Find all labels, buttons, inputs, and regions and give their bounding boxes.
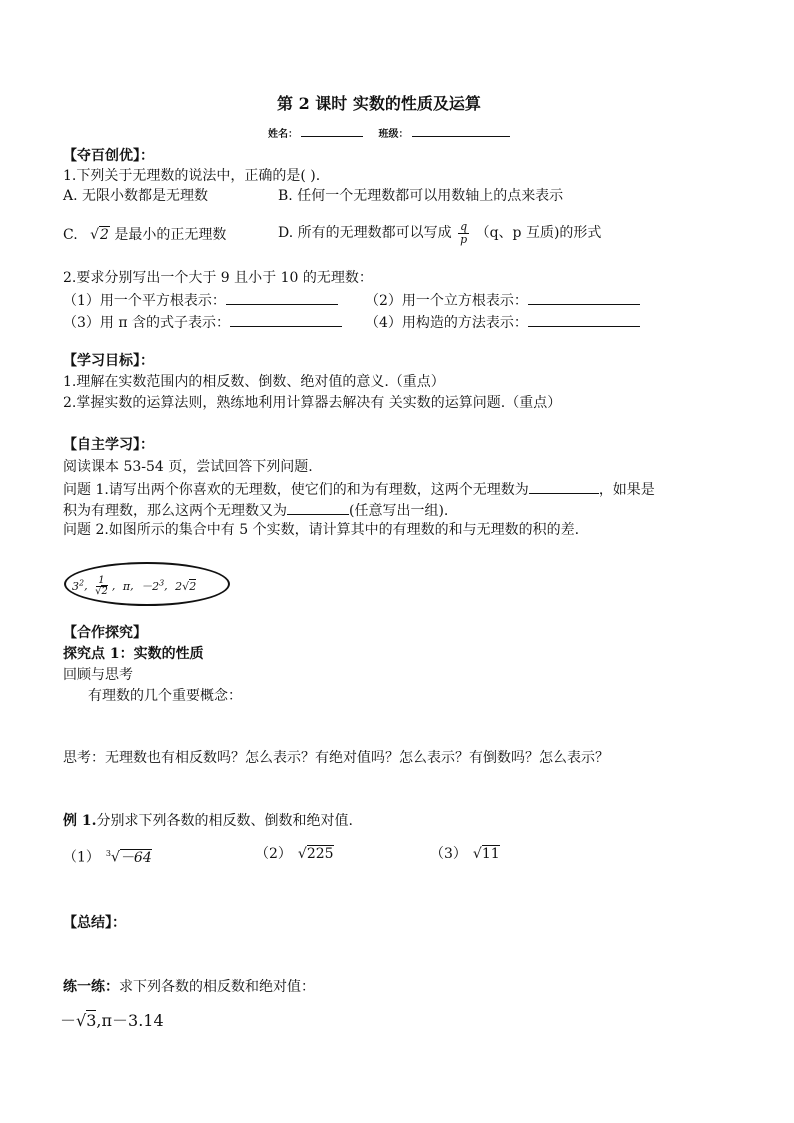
problem-1-blank-2[interactable] — [287, 500, 349, 515]
name-label: 姓名： — [268, 129, 298, 140]
page-title: 第 2 课时 实数的性质及运算 — [277, 94, 481, 113]
review-label: 回顾与思考 — [63, 667, 133, 683]
question-1: 1.下列关于无理数的说法中，正确的是( ). — [63, 168, 321, 184]
option-d-suffix: （q、p 互质)的形式 — [475, 225, 602, 241]
section-header-summary: 【总结】： — [63, 915, 126, 931]
answer-blank-4[interactable] — [528, 312, 640, 327]
think-question: 思考：无理数也有相反数吗？怎么表示？有绝对值吗？怎么表示？有倒数吗？怎么表示？ — [63, 750, 609, 766]
question-2: 2.要求分别写出一个大于 9 且小于 10 的无理数： — [63, 270, 373, 286]
section-header-1: 【夺百创优】： — [63, 148, 154, 164]
set-element-two-root-two: 2√2 — [175, 579, 197, 593]
option-a: A. 无限小数都是无理数 — [63, 188, 209, 204]
section-header-4: 【合作探究】 — [63, 625, 147, 641]
rational-concepts-label: 有理数的几个重要概念： — [88, 688, 242, 704]
option-d — [278, 218, 601, 248]
set-element-3-squared: $3^2$ — [72, 578, 85, 593]
question-2-part-3: （3）用 π 含的式子表示： — [63, 312, 342, 332]
answer-blank-2[interactable] — [528, 290, 640, 305]
option-d-prefix: D. 所有的无理数都可以写成 — [278, 225, 452, 241]
example-1-part-2: （2） √225 — [255, 846, 334, 862]
exploration-point-1: 探究点 1：实数的性质 — [63, 646, 204, 662]
answer-blank-1[interactable] — [226, 290, 338, 305]
class-blank[interactable] — [412, 126, 510, 137]
section-header-2: 【学习目标】： — [63, 353, 154, 369]
section-header-3: 【自主学习】： — [63, 437, 154, 453]
example-1-part-3: （3） √11 — [430, 846, 500, 862]
example-1-text: 分别求下列各数的相反数、倒数和绝对值. — [96, 813, 353, 829]
set-element-one-over-root-two: $\frac{1}{√2}$ — [95, 575, 108, 598]
answer-blank-3[interactable] — [230, 312, 342, 327]
practice — [63, 978, 315, 996]
number-set-elements: $3^2$, $\frac{1}{√2}$ , π, $-2^3$, 2√2 — [72, 575, 197, 598]
practice-label: 练一练： — [63, 979, 119, 995]
set-element-neg-two-cubed: $-2^3$ — [141, 578, 165, 593]
problem-1-line-2: 积为有理数，那么这两个无理数又为 (任意写出一组). — [63, 500, 448, 520]
name-blank[interactable] — [301, 126, 363, 137]
option-c — [63, 226, 226, 244]
goal-1: 1.理解在实数范围内的相反数、倒数、绝对值的意义.（重点） — [63, 374, 445, 390]
question-2-part-2: （2）用一个立方根表示： — [365, 290, 640, 310]
option-b: B. 任何一个无理数都可以用数轴上的点来表示 — [278, 188, 564, 204]
fraction-q-over-p: $\frac{q}{p}$ — [460, 219, 468, 246]
option-c-prefix: C. — [63, 227, 78, 243]
goal-2: 2.掌握实数的运算法则，熟练地利用计算器去解决有 关实数的运算问题.（重点） — [63, 395, 562, 411]
example-1 — [63, 812, 353, 830]
example-1-label: 例 1. — [63, 813, 97, 829]
question-2-part-4: （4）用构造的方法表示： — [365, 312, 640, 332]
practice-text: 求下列各数的相反数和绝对值： — [119, 979, 315, 995]
student-info — [268, 126, 510, 144]
class-label: 班级： — [378, 129, 409, 140]
reading-instruction: 阅读课本 53-54 页，尝试回答下列问题. — [63, 459, 313, 475]
sqrt-two: √2 — [90, 227, 109, 243]
question-2-part-1: （1）用一个平方根表示： — [63, 290, 338, 310]
problem-1-blank-1[interactable] — [529, 479, 599, 494]
set-element-pi: π — [122, 579, 131, 593]
practice-expression: －√3,π－3.14 — [60, 1011, 164, 1030]
option-c-text: 是最小的正无理数 — [114, 227, 227, 243]
example-1-part-1: （1） $^3$√－64 — [63, 849, 152, 866]
problem-2: 问题 2.如图所示的集合中有 5 个实数，请计算其中的有理数的和与无理数的积的差. — [63, 522, 580, 538]
problem-1-line-1: 问题 1.请写出两个你喜欢的无理数，使它们的和为有理数，这两个无理数为 ，如果是 — [63, 479, 655, 499]
